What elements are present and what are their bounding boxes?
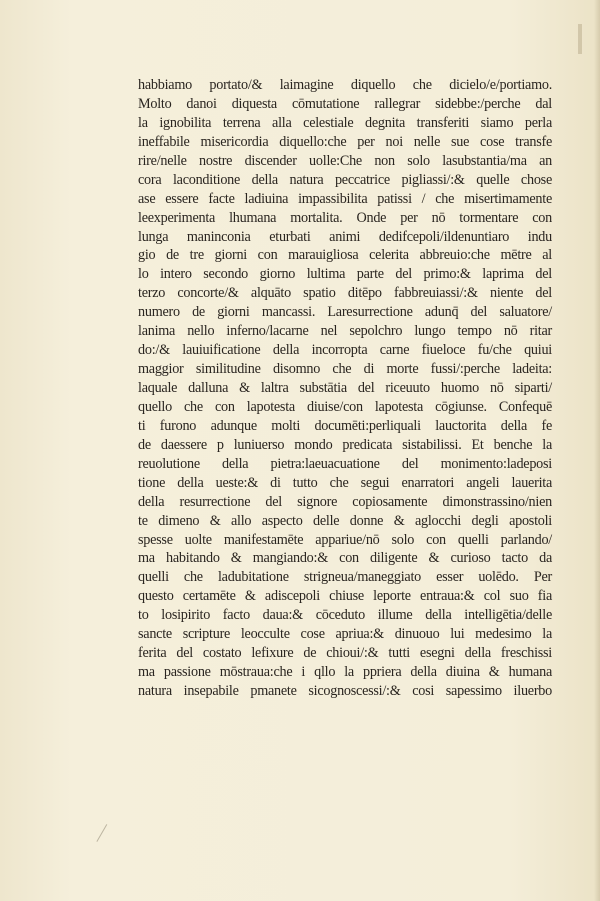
text-line: do:/& lauiuificatione della incorropta carne fiueloce fu/che quiui <box>138 342 552 359</box>
text-line: la ignobilita terrena alla celestiale degnita transferiti siamo perla <box>138 114 552 131</box>
page-edge-shadow <box>594 0 600 901</box>
text-line: della resurrectione del signore copiosamente dimonstrassino/nien <box>138 493 552 510</box>
pencil-mark <box>96 824 124 852</box>
text-line: te dimeno & allo aspecto delle donne & aglocchi degli apostoli <box>138 512 552 529</box>
text-line: ma passione mōstraua:che i qllo la ppriera della diuina & humana <box>138 664 552 681</box>
text-line: ma habitando & mangiando:& con diligente & curioso tacto da <box>138 550 552 567</box>
text-line: habbiamo portato/& laimagine diquello che dicielo/e/portiamo. <box>138 77 552 93</box>
text-line: ineffabile misericordia diquello:che per noi nelle sue cose transfe <box>138 133 552 150</box>
text-line: de daessere p luniuerso mondo predicata sistabilissi. Et benche la <box>138 436 552 453</box>
text-line: laquale dalluna & laltra substātia del riceuuto huomo nō siparti/ <box>138 380 552 396</box>
text-line: rire/nelle nostre discender uolle:Che non solo lasubstantia/ma an <box>138 152 552 169</box>
text-line: spesse uolte manifestamēte appariue/nō solo con quelli parlando/ <box>138 531 552 548</box>
text-line: numero de giorni mancassi. Laresurrectione adunq̄ del saluatore/ <box>138 304 552 321</box>
text-line: tione della ueste:& di tutto che segui enarratori angeli lauerita <box>138 474 552 491</box>
text-line: gio de tre giorni con marauigliosa celerita abbreuio:che mētre al <box>138 247 552 264</box>
text-line: ferita del costato lefixure de chioui/:& tutti esegni della freschissi <box>138 645 552 662</box>
text-line: natura insepabile pmanete sicognoscessi/:& cosi sapessimo iluerbo <box>138 683 552 699</box>
text-line: terzo concorte/& alquāto spatio ditēpo fabbreuiassi/:& niente del <box>138 285 552 302</box>
text-line: quelli che ladubitatione strigneua/maneggiato esser uolēdo. Per <box>138 569 552 586</box>
text-line: sancte scripture leocculte cose apriua:& dinuouo lui medesimo la <box>138 626 552 643</box>
text-line: Molto danoi diquesta cōmutatione rallegrar sidebbe:/perche dal <box>138 95 552 112</box>
text-line: reuolutione della pietra:laeuacuatione del monimento:ladeposi <box>138 455 552 472</box>
text-line: quello che con lapotesta diuise/con lapotesta cōgiunse. Confequē <box>138 398 552 415</box>
text-line: to losipirito facto daua:& cōceduto illume della intelligētia/delle <box>138 607 552 624</box>
text-line: lunga maninconia eturbati animi dedifcepoli/ildenuntiaro indu <box>138 228 552 245</box>
text-line: cora laconditione della natura peccatrice pigliassi/:& quelle chose <box>138 171 552 188</box>
text-line: lo intero secondo giorno lultima parte del primo:& laprima del <box>138 266 552 283</box>
text-line: ase essere facte ladiuina impassibilita patissi / che misertimamente <box>138 190 552 207</box>
text-line: ti furono adunque molti documēti:perliquali lauctorita della fe <box>138 417 552 434</box>
text-block <box>138 76 552 701</box>
text-line: maggior similitudine disomno che di morte fussi/:perche ladeita: <box>138 361 552 378</box>
text-line: leexperimenta lhumana mortalita. Onde per nō tormentare con <box>138 209 552 226</box>
text-line: questo certamēte & adiscepoli chiuse leporte entraua:& col suo fia <box>138 588 552 605</box>
text-line: lanima nello inferno/lacarne nel sepolchro lungo tempo nō ritar <box>138 323 552 340</box>
page-margin-mark <box>578 24 582 54</box>
